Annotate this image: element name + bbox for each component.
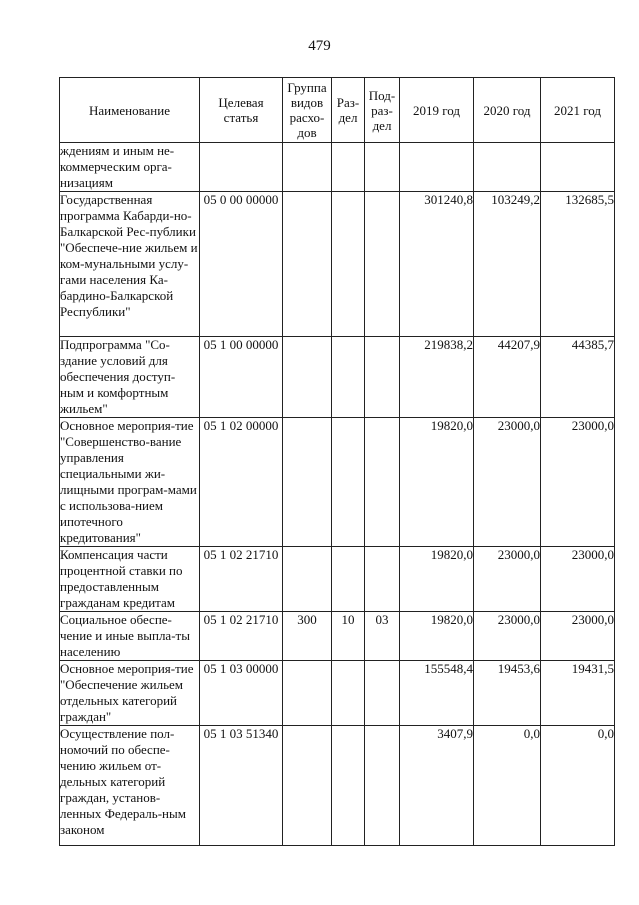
cell-name: Подпрограмма "Со-здание условий для обеспечения доступ-ным и комфортным жильем" (60, 337, 200, 418)
cell-name: Социальное обеспе-чение и иные выпла-ты населению (60, 612, 200, 661)
cell-expense-group (283, 547, 332, 612)
cell-2020: 23000,0 (474, 612, 541, 661)
cell-expense-group: 300 (283, 612, 332, 661)
table-row (60, 418, 615, 547)
cell-subsection (365, 143, 400, 192)
cell-section (332, 726, 365, 846)
cell-subsection (365, 418, 400, 547)
table-row (60, 192, 615, 337)
cell-subsection (365, 337, 400, 418)
cell-subsection (365, 192, 400, 337)
table-row (60, 612, 615, 661)
header-target-article: Целевая статья (200, 78, 283, 143)
cell-target-article: 05 1 03 51340 (200, 726, 283, 846)
cell-name: Государственная программа Кабарди-но-Балкарской Рес-публики "Обеспече-ние жильем и ком-мунальными услу-гами населения Ка-бардино-Балкарской Республики" (60, 192, 200, 337)
table-header-row (60, 78, 615, 143)
cell-2019: 19820,0 (400, 547, 474, 612)
cell-section: 10 (332, 612, 365, 661)
table-row (60, 661, 615, 726)
cell-name: Осуществление пол-номочий по обеспе-чению жильем от-дельных категорий граждан, установ-ленных Федераль-ным законом (60, 726, 200, 846)
cell-2019: 301240,8 (400, 192, 474, 337)
table-row (60, 547, 615, 612)
header-year-2020: 2020 год (474, 78, 541, 143)
cell-2019: 219838,2 (400, 337, 474, 418)
cell-2019: 155548,4 (400, 661, 474, 726)
header-year-2019: 2019 год (400, 78, 474, 143)
header-year-2021: 2021 год (541, 78, 615, 143)
cell-2019: 19820,0 (400, 612, 474, 661)
cell-2020: 44207,9 (474, 337, 541, 418)
cell-section (332, 547, 365, 612)
table-row (60, 337, 615, 418)
cell-subsection (365, 547, 400, 612)
cell-2020: 0,0 (474, 726, 541, 846)
cell-section (332, 661, 365, 726)
cell-2020: 103249,2 (474, 192, 541, 337)
cell-2019 (400, 143, 474, 192)
cell-2021: 132685,5 (541, 192, 615, 337)
cell-expense-group (283, 337, 332, 418)
cell-2019: 19820,0 (400, 418, 474, 547)
cell-expense-group (283, 143, 332, 192)
cell-2020: 23000,0 (474, 418, 541, 547)
header-subsection: Под-раз-дел (365, 78, 400, 143)
cell-expense-group (283, 661, 332, 726)
cell-subsection (365, 661, 400, 726)
cell-target-article: 05 1 02 21710 (200, 547, 283, 612)
cell-section (332, 192, 365, 337)
cell-section (332, 418, 365, 547)
cell-2021: 23000,0 (541, 418, 615, 547)
cell-2021 (541, 143, 615, 192)
cell-target-article (200, 143, 283, 192)
cell-name: Основное мероприя-тие "Обеспечение жильем отдельных категорий граждан" (60, 661, 200, 726)
cell-subsection: 03 (365, 612, 400, 661)
cell-2021: 19431,5 (541, 661, 615, 726)
cell-section (332, 143, 365, 192)
page-number: 479 (308, 38, 331, 54)
cell-target-article: 05 1 00 00000 (200, 337, 283, 418)
cell-target-article: 05 0 00 00000 (200, 192, 283, 337)
header-name: Наименование (60, 78, 200, 143)
header-expense-group: Группа видов расхо-дов (283, 78, 332, 143)
cell-2021: 44385,7 (541, 337, 615, 418)
budget-table (59, 77, 615, 846)
cell-name: Компенсация части процентной ставки по предоставленным гражданам кредитам (60, 547, 200, 612)
cell-section (332, 337, 365, 418)
cell-target-article: 05 1 02 00000 (200, 418, 283, 547)
cell-2021: 23000,0 (541, 612, 615, 661)
cell-subsection (365, 726, 400, 846)
cell-2019: 3407,9 (400, 726, 474, 846)
cell-name: Основное мероприя-тие "Совершенство-вание управления специальными жи-лищными програм-мами с использова-нием ипотечного кредитования" (60, 418, 200, 547)
table-row (60, 726, 615, 846)
cell-expense-group (283, 418, 332, 547)
header-section: Раз-дел (332, 78, 365, 143)
cell-2020: 19453,6 (474, 661, 541, 726)
cell-2021: 23000,0 (541, 547, 615, 612)
cell-expense-group (283, 192, 332, 337)
cell-expense-group (283, 726, 332, 846)
cell-target-article: 05 1 03 00000 (200, 661, 283, 726)
cell-target-article: 05 1 02 21710 (200, 612, 283, 661)
cell-name: ждениям и иным не-коммерческим орга-низациям (60, 143, 200, 192)
table-row (60, 143, 615, 192)
cell-2021: 0,0 (541, 726, 615, 846)
cell-2020 (474, 143, 541, 192)
cell-2020: 23000,0 (474, 547, 541, 612)
